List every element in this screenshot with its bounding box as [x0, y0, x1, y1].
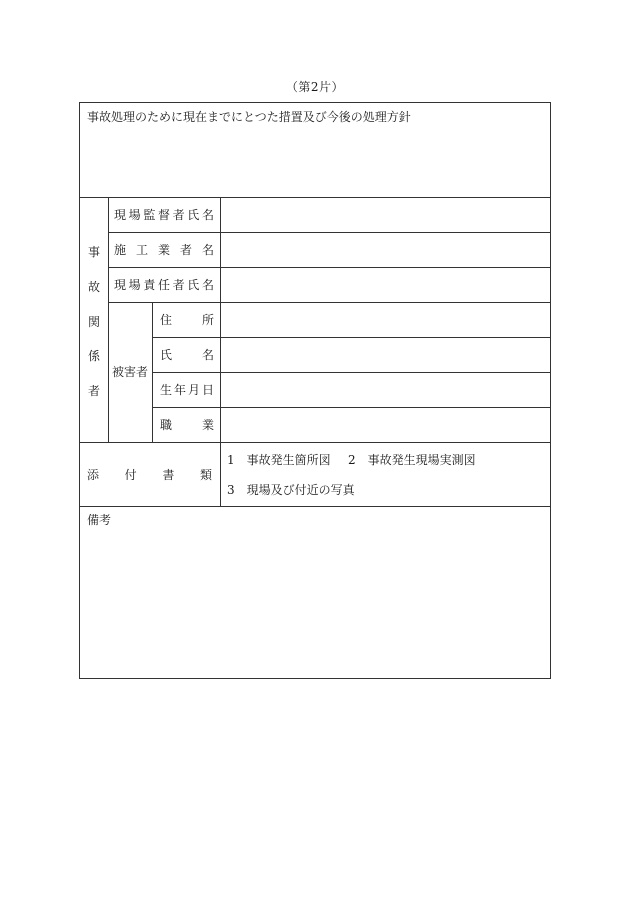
divider: [152, 302, 153, 442]
persons-group-label: 事 故 関 係 者: [87, 245, 100, 398]
attachment-item-2: 2 事故発生現場実測図: [348, 453, 476, 467]
victim-birthdate-label: 生 年 月 日: [160, 383, 214, 397]
measures-field[interactable]: [87, 129, 543, 189]
contractor-label: 施 工 業 者 名: [114, 243, 214, 257]
remarks-label: 備考: [87, 513, 112, 527]
attachments-label: 添 付 書 類: [87, 467, 212, 482]
remarks-field[interactable]: [87, 533, 543, 671]
site-supervisor-label: 現 場 監 督 者 氏 名: [114, 208, 214, 222]
report-form-table: [79, 102, 551, 679]
victim-name-label: 氏 名: [160, 348, 214, 362]
divider: [108, 197, 109, 442]
page-label: （第2片）: [285, 80, 345, 94]
victim-occupation-label: 職 業: [160, 418, 214, 432]
divider: [220, 197, 221, 506]
measures-label: 事故処理のために現在までにとつた措置及び今後の処理方針: [87, 110, 411, 124]
site-manager-label: 現 場 責 任 者 氏 名: [114, 278, 214, 292]
victim-address-label: 住 所: [160, 313, 214, 327]
victim-label: 被害者: [111, 365, 148, 379]
attachment-item-1: 1 事故発生箇所図: [227, 453, 331, 467]
attachment-item-3: 3 現場及び付近の写真: [227, 483, 355, 497]
divider: [80, 506, 550, 507]
